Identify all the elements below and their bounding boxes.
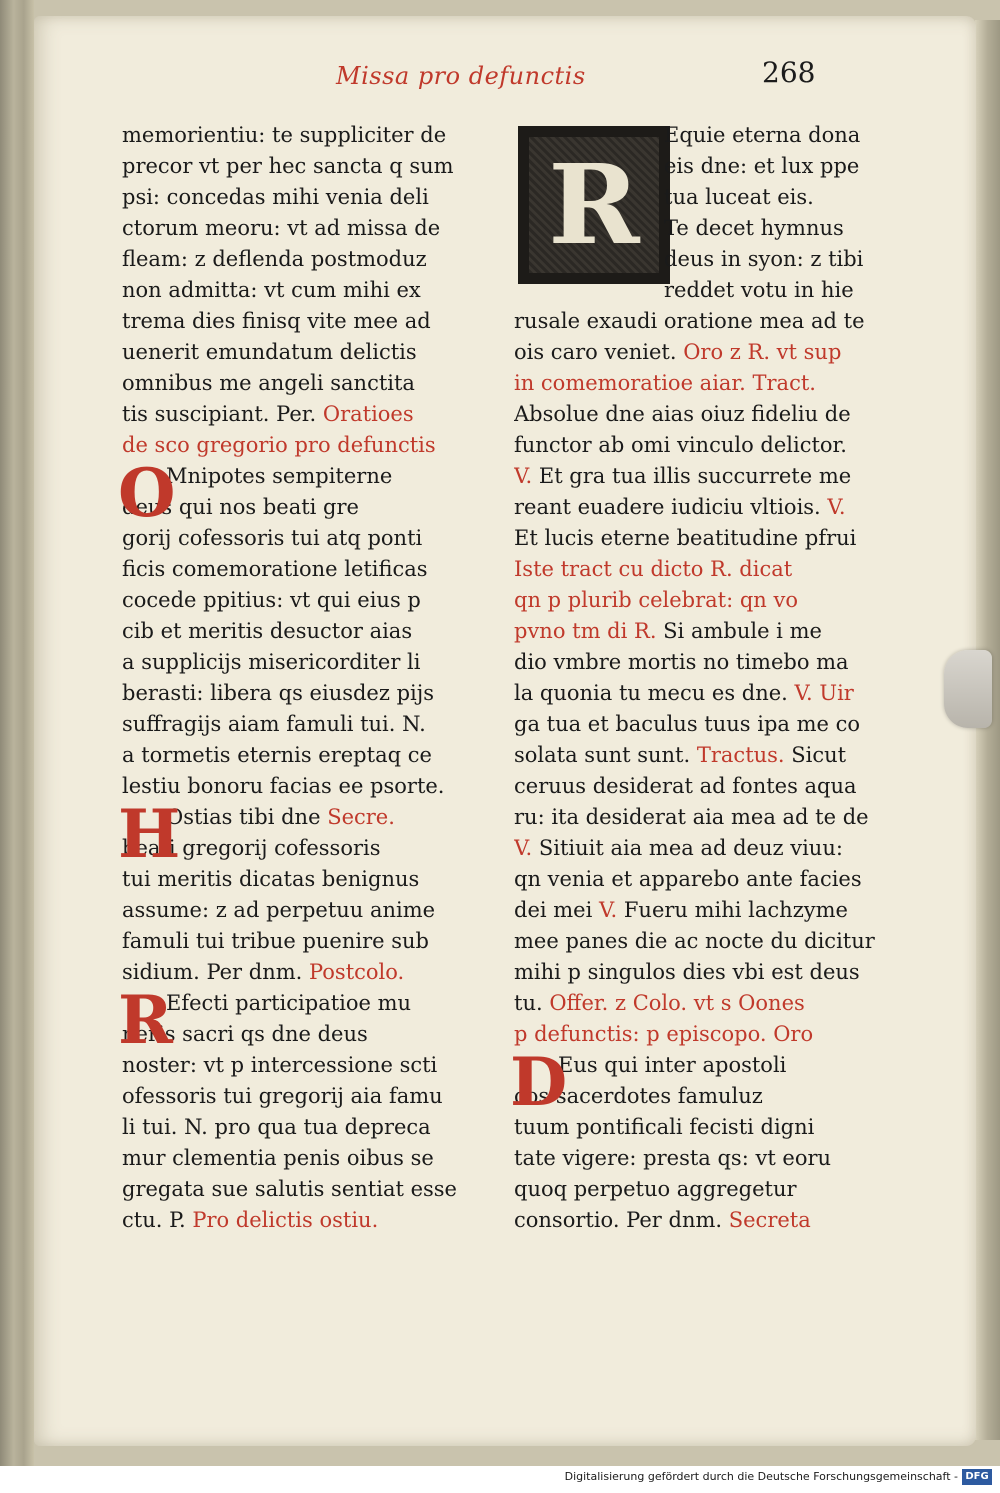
line-text: Efecti participatioe mu	[166, 991, 412, 1015]
line-text: pvno tm di R.	[514, 619, 657, 643]
line-text: Mnipotes sempiterne	[166, 464, 393, 488]
line-text: fleam: z deflenda postmoduz	[122, 247, 427, 271]
line-text: tis suscipiant. Per.	[122, 402, 317, 426]
line-text: reant euadere iudiciu vltiois.	[514, 495, 821, 519]
line-text: quoq perpetuo aggregetur	[514, 1177, 797, 1201]
page-clip	[944, 650, 992, 728]
text-line	[514, 430, 884, 461]
line-text: psi: concedas mihi venia deli	[122, 185, 429, 209]
text-line	[514, 1019, 884, 1050]
line-text: trema dies finisq vite mee ad	[122, 309, 431, 333]
text-line	[122, 461, 497, 492]
line-text: a supplicijs misericorditer li	[122, 650, 421, 674]
line-text: berasti: libera qs eiusdez pijs	[122, 681, 435, 705]
text-line	[514, 1143, 884, 1174]
line-text: qn venia et apparebo ante facies	[514, 867, 862, 891]
rubric-text: Oratioes	[316, 402, 414, 426]
book-edge	[975, 20, 1000, 1440]
line-text: Ostias tibi dne	[166, 805, 321, 829]
line-text: cocede ppitius: vt qui eius p	[122, 588, 421, 612]
rubric-text: Pro delictis ostiu.	[185, 1208, 379, 1232]
text-line	[514, 926, 884, 957]
line-text: qn p plurib celebrat: qn vo	[514, 588, 798, 612]
rubric-text: Secreta	[722, 1208, 811, 1232]
line-text: a tormetis eternis ereptaq ce	[122, 743, 432, 767]
line-text: Iste tract cu dicto R. dicat	[514, 557, 793, 581]
line-text: deus in syon: z tibi	[664, 247, 864, 271]
text-line	[514, 988, 884, 1019]
line-text: lestiu bonoru facias ee psorte.	[122, 774, 445, 798]
text-line	[514, 182, 884, 213]
text-line	[514, 864, 884, 895]
text-line	[122, 399, 497, 430]
line-text: Eus qui inter apostoli	[558, 1053, 787, 1077]
text-line	[122, 554, 497, 585]
line-text: Te decet hymnus	[664, 216, 844, 240]
text-line	[122, 306, 497, 337]
line-text: uenerit emundatum delictis	[122, 340, 417, 364]
line-text: eis dne: et lux ppe	[664, 154, 860, 178]
rubric-text: V.	[820, 495, 846, 519]
text-line	[122, 337, 497, 368]
red-initial: O	[118, 454, 176, 532]
rubric-text: Oro z R. vt sup	[676, 340, 842, 364]
line-text: ois caro veniet.	[514, 340, 677, 364]
text-line	[514, 337, 884, 368]
text-line	[514, 771, 884, 802]
text-line	[514, 740, 884, 771]
text-line	[122, 585, 497, 616]
text-line	[514, 554, 884, 585]
text-line	[122, 1081, 497, 1112]
line-text: in comemoratioe aiar. Tract.	[514, 371, 816, 395]
text-line	[122, 182, 497, 213]
text-line	[122, 988, 497, 1019]
line-text: ctorum meoru: vt ad missa de	[122, 216, 441, 240]
text-line	[514, 957, 884, 988]
line-text: dio vmbre mortis no timebo ma	[514, 650, 849, 674]
line-text: noster: vt p intercessione scti	[122, 1053, 438, 1077]
line-text: functor ab omi vinculo delictor.	[514, 433, 847, 457]
line-text: de sco gregorio pro defunctis	[122, 433, 436, 457]
text-line	[122, 492, 497, 523]
line-text: cos sacerdotes famuluz	[514, 1084, 763, 1108]
text-line	[514, 120, 884, 151]
line-text: beati gregorij cofessoris	[122, 836, 381, 860]
line-text: ru: ita desiderat aia mea ad te de	[514, 805, 869, 829]
line-text: la quonia tu mecu es dne.	[514, 681, 788, 705]
line-text: tua luceat eis.	[664, 185, 814, 209]
line-text: li tui. N. pro qua tua depreca	[122, 1115, 431, 1139]
text-line	[122, 957, 497, 988]
text-line	[514, 244, 884, 275]
text-line	[514, 1205, 884, 1236]
rubric-text: V. Uir	[787, 681, 854, 705]
right-text-column	[514, 120, 884, 1236]
text-line	[122, 647, 497, 678]
line-text: ga tua et baculus tuus ipa me co	[514, 712, 860, 736]
line-text: consortio. Per dnm.	[514, 1208, 723, 1232]
text-line	[122, 740, 497, 771]
text-line	[514, 833, 884, 864]
line-text: rusale exaudi oratione mea ad te	[514, 309, 865, 333]
line-text: precor vt per hec sancta q sum	[122, 154, 454, 178]
text-line	[122, 1112, 497, 1143]
line-text: suffragijs aiam famuli tui. N.	[122, 712, 426, 736]
text-line	[514, 306, 884, 337]
text-line	[122, 895, 497, 926]
line-text: neris sacri qs dne deus	[122, 1022, 368, 1046]
text-line	[122, 213, 497, 244]
line-text: tuum pontificali fecisti digni	[514, 1115, 815, 1139]
text-line	[514, 151, 884, 182]
text-line	[122, 1050, 497, 1081]
text-line	[122, 1143, 497, 1174]
line-text: tu.	[514, 991, 543, 1015]
text-line	[514, 585, 884, 616]
red-initial: R	[118, 981, 173, 1059]
line-text: ctu. P.	[122, 1208, 186, 1232]
text-line	[514, 1174, 884, 1205]
rubric-mark: V.	[514, 464, 539, 488]
line-text: gregata sue salutis sentiat esse	[122, 1177, 457, 1201]
rubric-text: Postcolo.	[302, 960, 405, 984]
line-text: memorientiu: te suppliciter de	[122, 123, 447, 147]
line-text: Et gra tua illis succurrete me	[538, 464, 852, 488]
woodcut-letter: R	[548, 140, 640, 269]
line-text: assume: z ad perpetuu anime	[122, 898, 436, 922]
line-text: reddet votu in hie	[664, 278, 854, 302]
text-line	[122, 151, 497, 182]
text-line	[514, 647, 884, 678]
text-line	[514, 523, 884, 554]
text-line	[514, 461, 884, 492]
rubric-mark: V.	[514, 836, 539, 860]
text-line	[514, 895, 884, 926]
text-line	[514, 1050, 884, 1081]
line-text: ceruus desiderat ad fontes aqua	[514, 774, 857, 798]
line-text: Et lucis eterne beatitudine pfrui	[514, 526, 857, 550]
text-line	[514, 275, 884, 306]
text-line	[122, 1205, 497, 1236]
text-line	[122, 926, 497, 957]
line-text: mee panes die ac nocte du dicitur	[514, 929, 875, 953]
text-line	[514, 616, 884, 647]
line-text: deus qui nos beati gre	[122, 495, 359, 519]
line-text: solata sunt sunt.	[514, 743, 691, 767]
running-head: Missa pro defunctis	[336, 62, 586, 90]
text-line	[122, 244, 497, 275]
rubric-text: Secre.	[320, 805, 395, 829]
text-line	[514, 1112, 884, 1143]
red-initial: H	[118, 795, 181, 873]
line-text: Absolue dne aias oiuz fideliu de	[514, 402, 851, 426]
line-text: Sitiuit aia mea ad deuz viuu:	[538, 836, 843, 860]
text-line	[514, 213, 884, 244]
footer-credit: Digitalisierung gefördert durch die Deutsche Forschungsgemeinschaft -	[564, 1470, 958, 1483]
text-line	[514, 709, 884, 740]
text-line	[514, 1081, 884, 1112]
text-line	[514, 492, 884, 523]
text-line	[514, 802, 884, 833]
text-line	[122, 368, 497, 399]
line-text: Equie eterna dona	[664, 123, 861, 147]
rubric-text: Tractus.	[690, 743, 785, 767]
line-text: gorij cofessoris tui atq ponti	[122, 526, 423, 550]
folio-number: 268	[762, 56, 816, 89]
line-text: mur clementia penis oibus se	[122, 1146, 434, 1170]
line-text: p defunctis: p episcopo. Oro	[514, 1022, 814, 1046]
rubric-text: Offer. z Colo. vt s Oones	[542, 991, 805, 1015]
book-binding	[0, 0, 34, 1466]
rubric-text: V.	[592, 898, 618, 922]
line-text: ofessoris tui gregorij aia famu	[122, 1084, 443, 1108]
text-line	[122, 430, 497, 461]
line-text: tate vigere: presta qs: vt eoru	[514, 1146, 832, 1170]
line-text: dei mei	[514, 898, 593, 922]
text-line	[514, 678, 884, 709]
line-text: tui meritis dicatas benignus	[122, 867, 420, 891]
text-line	[122, 275, 497, 306]
line-text: Sicut	[784, 743, 847, 767]
text-line	[122, 616, 497, 647]
text-line	[514, 368, 884, 399]
red-initial: D	[510, 1043, 568, 1121]
text-line	[122, 678, 497, 709]
text-line	[122, 120, 497, 151]
left-text-column	[122, 120, 497, 1236]
line-text: ficis comemoratione letificas	[122, 557, 428, 581]
text-line	[514, 399, 884, 430]
line-text: non admitta: vt cum mihi ex	[122, 278, 421, 302]
line-text: sidium. Per dnm.	[122, 960, 303, 984]
line-text: Fueru mihi lachzyme	[617, 898, 848, 922]
text-line	[122, 1174, 497, 1205]
line-text: omnibus me angeli sanctita	[122, 371, 415, 395]
line-text: cib et meritis desuctor aias	[122, 619, 413, 643]
text-line	[122, 523, 497, 554]
line-text: famuli tui tribue puenire sub	[122, 929, 429, 953]
line-text: Si ambule i me	[656, 619, 822, 643]
text-line	[122, 709, 497, 740]
dfg-logo: DFG	[962, 1469, 992, 1485]
line-text: mihi p singulos dies vbi est deus	[514, 960, 860, 984]
text-line	[122, 1019, 497, 1050]
